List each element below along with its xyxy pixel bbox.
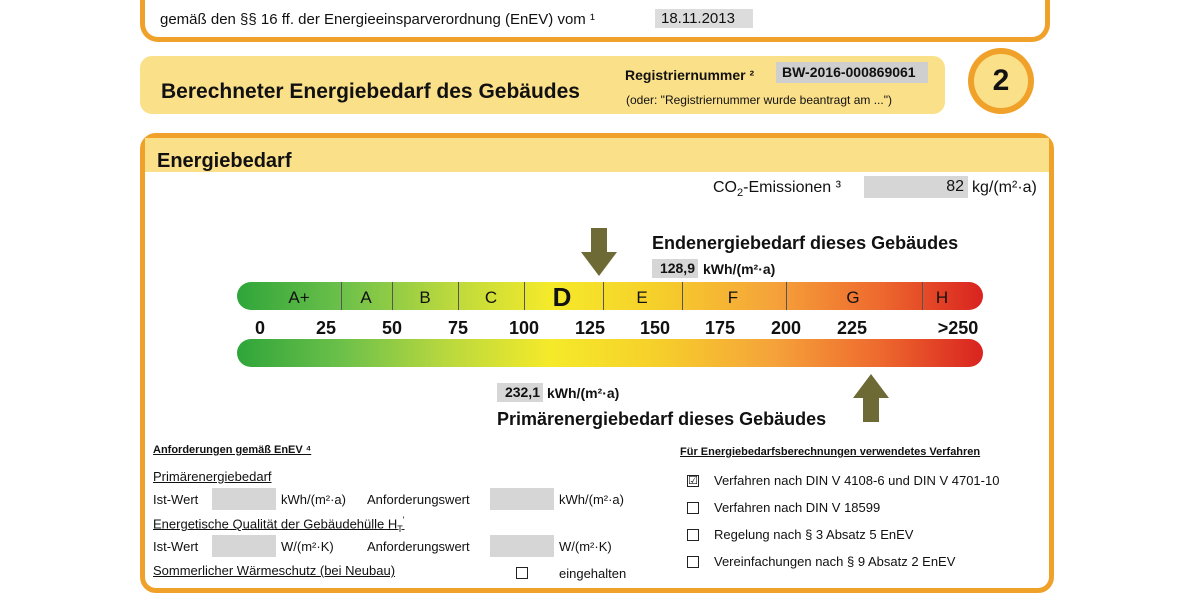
class-label: G	[846, 288, 860, 307]
enev-date-field[interactable]: 18.11.2013	[655, 9, 753, 28]
page-title: Berechneter Energiebedarf des Gebäudes	[161, 80, 580, 103]
scale-tick-label: 175	[704, 318, 736, 338]
method-label: Regelung nach § 3 Absatz 5 EnEV	[714, 527, 914, 542]
primaerenergie-value-field[interactable]: 232,1	[497, 383, 543, 402]
co2-label: $CO_2$-Emissionen ³	[713, 179, 841, 200]
section-title: Energiebedarf	[157, 150, 292, 172]
page-number: 2	[974, 54, 1028, 108]
scale-tick-label: 100	[508, 318, 540, 338]
method-label: Verfahren nach DIN V 4108-6 und DIN V 4701-10	[714, 473, 1000, 488]
class-separator	[603, 282, 604, 310]
method-checkbox[interactable]	[687, 529, 699, 541]
endenergie-value-field[interactable]: 128,9	[652, 259, 698, 278]
primaer-ist-wert-field[interactable]	[212, 488, 276, 510]
co2-unit: kg/(m²·a)	[972, 179, 1037, 196]
ist-wert-label: Ist-Wert	[153, 539, 199, 554]
class-label: C	[484, 288, 498, 307]
arrow-up-icon	[852, 374, 890, 424]
endenergie-title: Endenergiebedarf dieses Gebäudes	[652, 233, 959, 253]
primaer-anforderungswert-field[interactable]	[490, 488, 554, 510]
scale-tick-label: 125	[574, 318, 606, 338]
method-checkbox[interactable]	[687, 556, 699, 568]
sommer-heading: Sommerlicher Wärmeschutz (bei Neubau)	[153, 563, 396, 578]
class-label: H	[935, 288, 949, 307]
huelle-ist-unit: W/(m²·K)	[281, 539, 334, 554]
class-label: F	[727, 288, 739, 307]
requirements-title: Anforderungen gemäß EnEV ⁴	[153, 444, 312, 456]
class-separator	[682, 282, 683, 310]
class-label: B	[419, 288, 431, 307]
scale-tick-label: 75	[447, 318, 469, 338]
registration-note: (oder: "Registriernummer wurde beantragt am ...")	[626, 93, 892, 107]
huelle-ist-wert-field[interactable]	[212, 535, 276, 557]
class-separator	[341, 282, 342, 310]
class-separator	[786, 282, 787, 310]
method-checkbox[interactable]	[687, 502, 699, 514]
primaer-ist-unit: kWh/(m²·a)	[281, 492, 346, 507]
method-label: Verfahren nach DIN V 18599	[714, 500, 881, 515]
registration-label: Registriernummer ²	[625, 67, 755, 83]
primaerenergie-unit: kWh/(m²·a)	[547, 385, 620, 401]
scale-tick-label: >250	[937, 318, 979, 338]
class-separator	[392, 282, 393, 310]
class-label: D	[552, 282, 572, 312]
huelle-anforderungswert-field[interactable]	[490, 535, 554, 557]
scale-tick-label: 50	[381, 318, 403, 338]
huelle-heading: Energetische Qualität der Gebäudehülle $H_T'$	[153, 515, 405, 534]
scale-tick-label: 25	[315, 318, 337, 338]
ist-wert-label: Ist-Wert	[153, 492, 199, 507]
anforderungswert-label: Anforderungswert	[367, 539, 470, 554]
class-separator	[524, 282, 525, 310]
efficiency-class-bar	[237, 282, 983, 310]
eingehalten-checkbox[interactable]	[516, 567, 528, 579]
enev-text: gemäß den §§ 16 ff. der Energieeinsparverordnung (EnEV) vom ¹	[160, 11, 595, 28]
class-separator	[922, 282, 923, 310]
scale-tick-label: 0	[254, 318, 266, 338]
huelle-anforderung-unit: W/(m²·K)	[559, 539, 612, 554]
method-label: Vereinfachungen nach § 9 Absatz 2 EnEV	[714, 554, 956, 569]
co2-value-field[interactable]: 82	[864, 176, 968, 198]
efficiency-gradient-bar	[237, 339, 983, 367]
endenergie-unit: kWh/(m²·a)	[703, 261, 776, 277]
primaer-anforderung-unit: kWh/(m²·a)	[559, 492, 624, 507]
class-label: E	[636, 288, 648, 307]
scale-tick-label: 150	[639, 318, 671, 338]
class-label: A	[360, 288, 372, 307]
primaer-heading: Primärenergiebedarf	[153, 469, 272, 484]
registration-number-field[interactable]: BW-2016-000869061	[776, 62, 928, 83]
arrow-down-icon	[580, 228, 618, 278]
methods-title: Für Energiebedarfsberechnungen verwendetes Verfahren	[680, 446, 981, 458]
scale-tick-label: 200	[770, 318, 802, 338]
scale-tick-label: 225	[836, 318, 868, 338]
class-separator	[458, 282, 459, 310]
class-label: A+	[288, 288, 310, 307]
anforderungswert-label: Anforderungswert	[367, 492, 470, 507]
primaerenergie-title: Primärenergiebedarf dieses Gebäudes	[497, 409, 827, 429]
eingehalten-label: eingehalten	[559, 566, 627, 581]
method-checkbox[interactable]: ☑	[688, 475, 698, 487]
